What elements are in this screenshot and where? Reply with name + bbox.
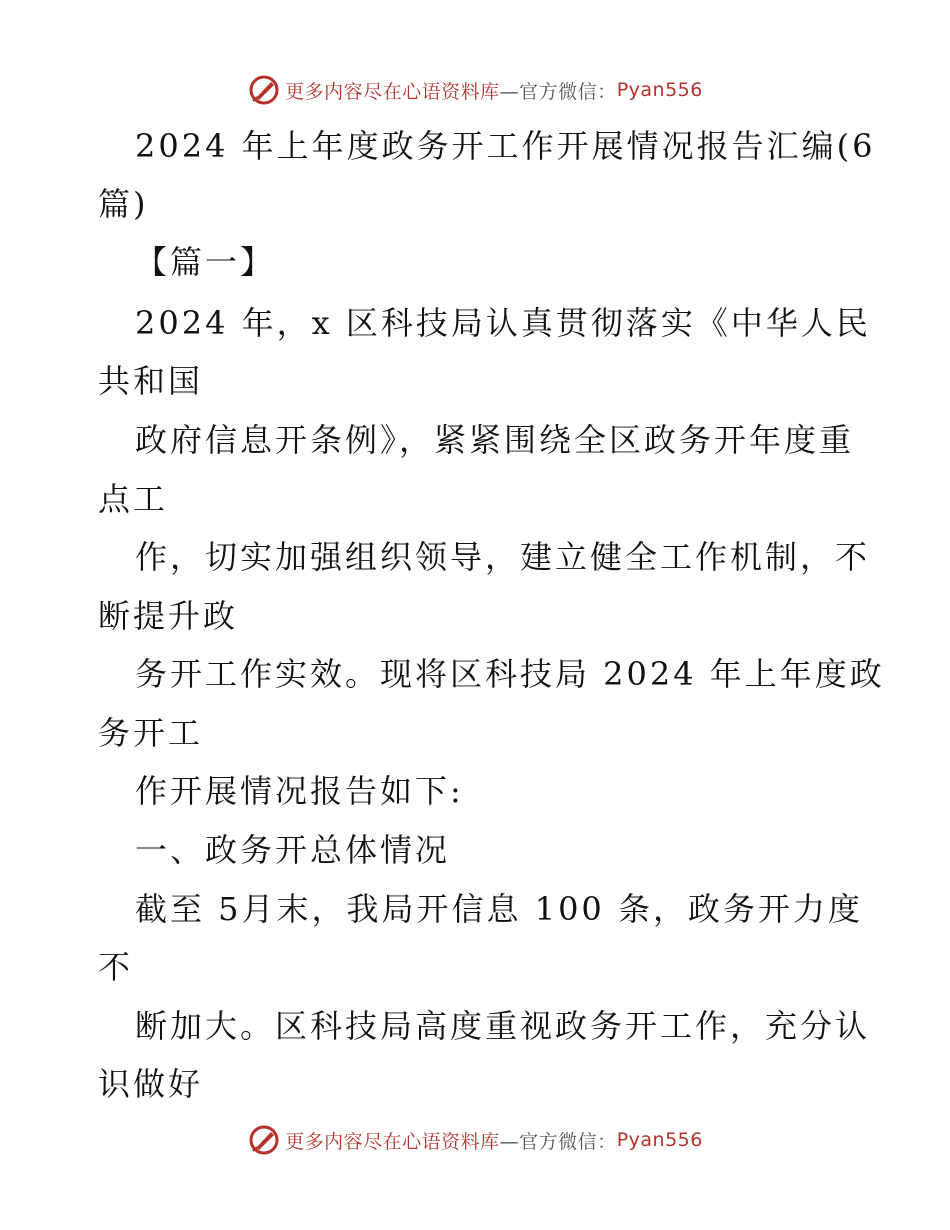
footer-banner-text: 更多内容尽在心语资料库 [285,1130,500,1153]
paragraph-line: 务开工作实效。现将区科技局 2024 年上年度政 [135,655,885,693]
paragraph-line: 政府信息开条例》，紧紧围绕全区政务开年度重 [135,421,855,459]
paragraph-line: 断提升政 [98,597,239,635]
paragraph-line: 作，切实加强组织领导，建立健全工作机制，不 [135,538,871,576]
document-title-line-1: 2024 年上年度政务开工作开展情况报告汇编(6 [135,127,876,165]
subsection-heading: 一、政务开总体情况 [135,831,451,869]
paragraph-line: 截至 5月末，我局开信息 100 条，政务开力度 [135,890,863,928]
paragraph-line: 作开展情况报告如下: [135,772,464,810]
header-banner-wechat-label: —官方微信： [499,80,617,103]
document-title-line-2: 篇) [98,185,149,223]
section-heading: 【篇一】 [135,243,276,281]
footer-banner-wechat-label: —官方微信： [499,1130,617,1153]
paragraph-line: 点工 [98,480,169,518]
quill-seal-icon [247,1123,281,1157]
paragraph-line: 识做好 [98,1065,204,1103]
footer-banner [0,1120,950,1160]
header-banner-wechat-id: Pyan556 [616,79,703,101]
header-banner-text: 更多内容尽在心语资料库 [285,80,500,103]
footer-banner-wechat-id: Pyan556 [616,1129,703,1151]
paragraph-line: 共和国 [98,362,204,400]
paragraph-line: 断加大。区科技局高度重视政务开工作，充分认 [135,1007,871,1045]
paragraph-line: 不 [98,948,134,986]
paragraph-line: 2024 年，x 区科技局认真贯彻落实《中华人民 [135,304,871,342]
paragraph-line: 务开工 [98,714,204,752]
